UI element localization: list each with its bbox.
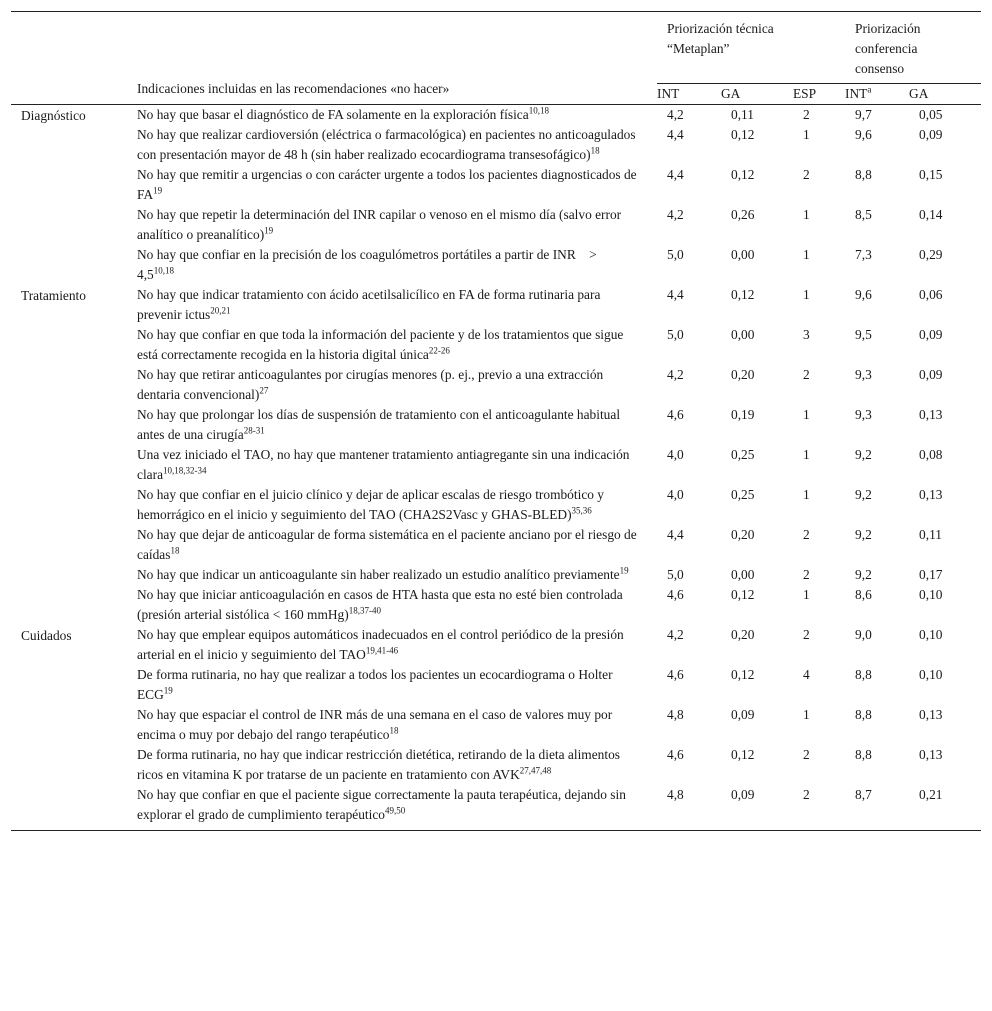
table-row [11, 445, 981, 485]
ga2-value: 0,08 [919, 447, 943, 462]
int2-value: 8,8 [855, 667, 872, 682]
esp-value: 2 [803, 627, 810, 642]
ga2-value: 0,05 [919, 107, 943, 122]
ga2-value: 0,13 [919, 487, 943, 502]
indication-text: No hay que confiar en que toda la información del paciente y de los tratamientos que sigue está correctamente recogida en la historia digital única [137, 327, 627, 362]
ga-value: 0,26 [731, 207, 755, 222]
esp-value: 1 [803, 707, 810, 722]
reference-superscript: 19 [264, 225, 274, 236]
indication-cell [11, 245, 657, 285]
col-ga2-header: GA [909, 84, 981, 105]
reference-superscript: 27,47,48 [519, 765, 552, 776]
ga2-value: 0,10 [919, 587, 943, 602]
indication-cell [11, 525, 657, 565]
ga2-value: 0,17 [919, 567, 943, 582]
int2-value: 9,2 [855, 447, 872, 462]
indication-cell [11, 365, 657, 405]
reference-superscript: 18 [170, 545, 180, 556]
indication-cell [11, 665, 657, 705]
indication-cell [11, 625, 657, 665]
ga2-value: 0,10 [919, 667, 943, 682]
ga-value: 0,20 [731, 367, 755, 382]
esp-value: 1 [803, 287, 810, 302]
int2-value: 9,3 [855, 407, 872, 422]
indication-text: No hay que emplear equipos automáticos inadecuados en el control periódico de la presión arterial en el inicio y seguimiento del TAO [137, 627, 628, 662]
ga2-value: 0,06 [919, 287, 943, 302]
indication-text: No hay que repetir la determinación del INR capilar o venoso en el mismo día (salvo error analítico o preanalítico) [137, 207, 625, 242]
col-ga-header: GA [721, 84, 793, 105]
indication-cell [11, 205, 657, 245]
int2-value: 9,2 [855, 527, 872, 542]
table-row [11, 125, 981, 165]
indication-cell [11, 585, 657, 625]
ga2-value: 0,15 [919, 167, 943, 182]
col-int-header: INT [657, 84, 721, 105]
indication-cell [11, 565, 657, 585]
ga2-value: 0,09 [919, 327, 943, 342]
indication-text: No hay que indicar tratamiento con ácido acetilsalicílico en FA de forma rutinaria para prevenir ictus [137, 287, 604, 322]
indication-text: De forma rutinaria, no hay que indicar restricción dietética, retirando de la dieta alimentos ricos en vitamina K por tratarse de un paciente en tratamiento con AVK [137, 747, 624, 782]
reference-superscript: 10,18,32-34 [163, 465, 207, 476]
ga-value: 0,12 [731, 747, 755, 762]
ga-value: 0,25 [731, 447, 755, 462]
indication-cell [11, 785, 657, 831]
ga-value: 0,12 [731, 587, 755, 602]
table-body [11, 105, 981, 831]
esp-value: 3 [803, 327, 810, 342]
ga2-value: 0,14 [919, 207, 943, 222]
indication-cell [11, 125, 657, 165]
indication-text: De forma rutinaria, no hay que realizar a todos los pacientes un ecocardiograma o Holter ECG [137, 667, 616, 702]
reference-superscript: 18 [389, 725, 399, 736]
int2-value: 9,7 [855, 107, 872, 122]
reference-superscript: 18,37-40 [348, 605, 381, 616]
esp-value: 1 [803, 247, 810, 262]
table-row [11, 205, 981, 245]
indication-text: No hay que confiar en la precisión de los coagulómetros portátiles a partir de INR > 4,5 [137, 247, 611, 282]
int2-value: 9,5 [855, 327, 872, 342]
ga-value: 0,19 [731, 407, 755, 422]
table-row [11, 365, 981, 405]
int2-value: 9,2 [855, 567, 872, 582]
indication-text: No hay que realizar cardioversión (eléctrica o farmacológica) en pacientes no anticoagulados con presentación mayor de 48 h (sin haber realizado ecocardiograma transesofágico) [137, 127, 639, 162]
table-header [11, 12, 981, 105]
ga-value: 0,00 [731, 327, 755, 342]
indication-cell [11, 445, 657, 485]
table-row [11, 665, 981, 705]
indication-cell [11, 285, 657, 325]
int-value: 4,6 [667, 587, 684, 602]
ga2-value: 0,13 [919, 707, 943, 722]
int-value: 4,8 [657, 785, 721, 831]
int-value: 5,0 [667, 327, 684, 342]
ga-value: 0,09 [731, 707, 755, 722]
table-row [11, 325, 981, 365]
indication-text: No hay que retirar anticoagulantes por cirugías menores (p. ej., previo a una extracción dentaria convencional) [137, 367, 607, 402]
int2-value: 8,8 [855, 747, 872, 762]
reference-superscript: 19 [153, 185, 163, 196]
int-value: 4,0 [667, 447, 684, 462]
category-label: Tratamiento [21, 288, 86, 303]
ga2-value: 0,21 [909, 785, 981, 831]
ga-value: 0,12 [731, 167, 755, 182]
table-row [11, 105, 981, 126]
category-label: Diagnóstico [21, 108, 86, 123]
ga-value: 0,12 [731, 287, 755, 302]
table-container [11, 11, 981, 831]
int-value: 5,0 [667, 247, 684, 262]
reference-superscript: 18 [590, 145, 600, 156]
reference-superscript: 10,18 [153, 265, 174, 276]
consenso-group-header: Priorización conferencia consenso [845, 12, 981, 84]
int2-value: 8,8 [855, 707, 872, 722]
esp-value: 4 [803, 667, 810, 682]
int-value: 4,6 [667, 407, 684, 422]
indicaciones-header: Indicaciones incluidas en las recomendaciones «no hacer» [11, 12, 657, 105]
indication-text: Una vez iniciado el TAO, no hay que mantener tratamiento antiagregante sin una indicación clara [137, 447, 633, 482]
category-label: Cuidados [21, 628, 72, 643]
ga-value: 0,20 [731, 527, 755, 542]
esp-value: 2 [803, 167, 810, 182]
esp-value: 1 [803, 207, 810, 222]
ga-value: 0,25 [731, 487, 755, 502]
reference-superscript: 19 [619, 565, 629, 576]
int2-value: 8,6 [855, 587, 872, 602]
int-value: 4,2 [667, 207, 684, 222]
reference-superscript: 19,41-46 [365, 645, 399, 656]
indication-text: No hay que confiar en que el paciente sigue correctamente la pauta terapéutica, dejando sin explorar el grado de cumplimiento terapéutico [137, 787, 630, 822]
esp-value: 1 [803, 407, 810, 422]
indication-cell [11, 105, 657, 126]
table-row [11, 785, 981, 831]
int-value: 4,2 [667, 107, 684, 122]
esp-value: 2 [803, 367, 810, 382]
ga2-value: 0,13 [919, 407, 943, 422]
table-row [11, 745, 981, 785]
reference-superscript: 35,36 [571, 505, 592, 516]
int2-value: 9,2 [855, 487, 872, 502]
col-esp-header: ESP [793, 84, 845, 105]
indication-text: No hay que prolongar los días de suspensión de tratamiento con el anticoagulante habitual antes de una cirugía [137, 407, 624, 442]
int-value: 4,4 [667, 287, 684, 302]
ga2-value: 0,29 [919, 247, 943, 262]
indication-cell [11, 325, 657, 365]
metaplan-group-header: Priorización técnica “Metaplan” [657, 12, 845, 84]
ga-value: 0,12 [731, 127, 755, 142]
esp-value: 2 [793, 785, 845, 831]
table-row [11, 625, 981, 665]
reference-superscript: 10,18 [528, 105, 549, 116]
table-row [11, 405, 981, 445]
ga2-value: 0,13 [919, 747, 943, 762]
table-row [11, 165, 981, 205]
indication-cell [11, 165, 657, 205]
ga2-value: 0,09 [919, 127, 943, 142]
esp-value: 1 [803, 487, 810, 502]
int-value: 4,4 [667, 127, 684, 142]
int-value: 4,2 [667, 367, 684, 382]
reference-superscript: 27 [259, 385, 269, 396]
int2-value: 8,5 [855, 207, 872, 222]
int-value: 4,4 [667, 167, 684, 182]
esp-value: 2 [803, 527, 810, 542]
table-row [11, 485, 981, 525]
reference-superscript: 22-26 [428, 345, 450, 356]
int2-value: 9,6 [855, 127, 872, 142]
indication-text: No hay que dejar de anticoagular de forma sistemática en el paciente anciano por el riesgo de caídas [137, 527, 641, 562]
ga-value: 0,00 [731, 567, 755, 582]
int-value: 5,0 [667, 567, 684, 582]
esp-value: 1 [803, 127, 810, 142]
table-row [11, 525, 981, 565]
int-value: 4,6 [667, 747, 684, 762]
esp-value: 2 [803, 107, 810, 122]
table-row [11, 705, 981, 745]
int-value: 4,4 [667, 527, 684, 542]
int2-value: 9,6 [855, 287, 872, 302]
ga2-value: 0,09 [919, 367, 943, 382]
int-value: 4,6 [667, 667, 684, 682]
ga-value: 0,09 [721, 785, 793, 831]
table-row [11, 585, 981, 625]
reference-superscript: 20,21 [210, 305, 231, 316]
indication-text: No hay que indicar un anticoagulante sin haber realizado un estudio analítico previamente [137, 567, 620, 582]
ga2-value: 0,10 [919, 627, 943, 642]
esp-value: 2 [803, 747, 810, 762]
int2-value: 8,7 [845, 785, 909, 831]
table-row [11, 565, 981, 585]
ga-value: 0,12 [731, 667, 755, 682]
int2-value: 7,3 [855, 247, 872, 262]
ga-value: 0,20 [731, 627, 755, 642]
recommendations-table [11, 11, 981, 831]
indication-cell [11, 745, 657, 785]
indication-text: No hay que iniciar anticoagulación en casos de HTA hasta que esta no esté bien controlada (presión arterial sistólica < 160 mmHg) [137, 587, 627, 622]
int2-value: 9,3 [855, 367, 872, 382]
esp-value: 1 [803, 447, 810, 462]
int-value: 4,2 [667, 627, 684, 642]
table-row [11, 245, 981, 285]
esp-value: 2 [803, 567, 810, 582]
table-row [11, 285, 981, 325]
ga2-value: 0,11 [919, 527, 942, 542]
indication-cell [11, 705, 657, 745]
indication-text: No hay que espaciar el control de INR más de una semana en el caso de valores muy por encima o muy por debajo del rango terapéutico [137, 707, 616, 742]
indication-text: No hay que confiar en el juicio clínico y dejar de aplicar escalas de riesgo trombótico y hemorrágico en el inicio y seguimiento del TAO (CHA2S2Vasc y GHAS-BLED) [137, 487, 608, 522]
esp-value: 1 [803, 587, 810, 602]
ga-value: 0,00 [731, 247, 755, 262]
int-value: 4,8 [667, 707, 684, 722]
col-int2-header: INT$^a$ [845, 84, 909, 105]
indication-cell [11, 485, 657, 525]
reference-superscript: 28-31 [243, 425, 265, 436]
indication-text: No hay que remitir a urgencias o con carácter urgente a todos los pacientes diagnosticados de FA [137, 167, 640, 202]
reference-superscript: 49,50 [385, 805, 406, 816]
indication-text: No hay que basar el diagnóstico de FA solamente en la exploración física [137, 107, 529, 122]
indication-cell [11, 405, 657, 445]
reference-superscript: 19 [163, 685, 173, 696]
int-value: 4,0 [667, 487, 684, 502]
int2-value: 9,0 [855, 627, 872, 642]
ga-value: 0,11 [731, 107, 754, 122]
int2-value: 8,8 [855, 167, 872, 182]
